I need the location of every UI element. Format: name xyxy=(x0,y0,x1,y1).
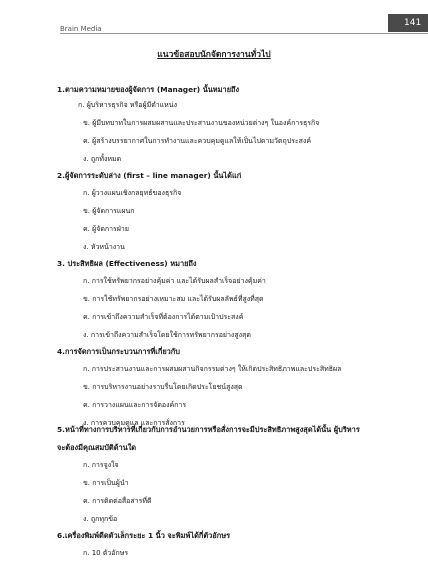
question-3-option-c: ค. การเข้าถึงความสำเร็จที่ต้องการได้ตามเป้าประสงค์ xyxy=(83,313,244,321)
question-5: 5.หน้าที่ทางการบริหารที่เกี่ยวกับการอำนวยการหรือสั่งการจะมีประสิทธิภาพสูงสุดได้นั้น ผู้บริหาร xyxy=(57,425,360,434)
question-1-option-b: ข. ผู้มีบทบาทในการผสมผสานและประสานงานของหน่วยต่างๆ ในองค์การธุรกิจ xyxy=(83,119,320,127)
question-3-option-a: ก. การใช้ทรัพยากรอย่างคุ้มค่า และได้รับผลสำเร็จอย่างคุ้มค่า xyxy=(83,277,266,285)
page-title: แนวข้อสอบนักจัดการงานทั่วไป xyxy=(157,50,271,60)
question-1-option-a: ก. ผู้บริหารธุรกิจ หรือผู้มีตำแหน่ง xyxy=(78,101,177,109)
question-4: 4.การจัดการเป็นกระบวนการที่เกี่ยวกับ xyxy=(57,347,180,356)
question-5-option-d: ง. ถูกทุกข้อ xyxy=(83,515,118,523)
question-3-option-b: ข. การใช้ทรัพยากรอย่างเหมาะสม และได้รับผลลัพธ์ที่สูงที่สุด xyxy=(83,295,264,303)
question-2-option-b: ข. ผู้จัดการแผนก xyxy=(83,207,135,215)
question-3: 3. ประสิทธิผล (Effectiveness) หมายถึง xyxy=(57,259,197,268)
question-1-option-d: ง. ถูกทั้งหมด xyxy=(83,155,122,163)
question-4-option-c: ค. การวางแผนและการจัดองค์การ xyxy=(83,401,187,409)
question-3-option-d: ง. การเข้าถึงความสำเร็จโดยใช้การทรัพยากรอย่างสูงสุด xyxy=(83,331,251,339)
question-5-option-a: ก. การจูงใจ xyxy=(83,461,119,469)
question-2-option-a: ก. ผู้วางแผนเชิงกลยุทธ์ของธุรกิจ xyxy=(83,189,182,197)
question-6-option-a: ก. 10 ตัวอักษร xyxy=(83,549,129,557)
question-2-option-c: ค. ผู้จัดการฝ่าย xyxy=(83,225,129,233)
brand-name: Brain Media xyxy=(60,25,102,33)
question-4-option-a: ก. การประสานงานและการผสมผสานกิจกรรมต่างๆ ให้เกิดประสิทธิภาพและประสิทธิผล xyxy=(83,365,342,373)
question-1: 1.ตามความหมายของผู้จัดการ (Manager) นั้นหมายถึง xyxy=(57,85,240,94)
page-header xyxy=(0,0,428,32)
question-2: 2.ผู้จัดการระดับล่าง (first – line manager) นั้นได้แก่ xyxy=(57,171,242,180)
question-2-option-d: ง. หัวหน้างาน xyxy=(83,243,125,251)
question-5-option-b: ข. การเป็นผู้นำ xyxy=(83,479,129,487)
header-divider xyxy=(60,33,428,34)
question-4-option-b: ข. การบริหารงานอย่างราบรื่นโดยเกิดประโยชน์สูงสุด xyxy=(83,383,243,391)
page-number: 141 xyxy=(404,18,422,28)
question-5-continued: จะต้องมีคุณสมบัติด้านใด xyxy=(57,443,137,452)
question-4-option-d: ง. การควบคุมดูแล และการสั่งการ xyxy=(83,419,185,427)
question-1-option-c: ค. ผู้สร้างบรรยากาศในการทำงานและควบคุมดูแลให้เป็นไปตามวัตถุประสงค์ xyxy=(83,137,312,145)
question-5-option-c: ค. การติดต่อสื่อสารที่ดี xyxy=(83,497,152,505)
question-6: 6.เครื่องพิมพ์ดีดตัวเล็กระยะ 1 นิ้ว จะพิมพ์ได้กี่ตัวอักษร xyxy=(57,531,231,540)
